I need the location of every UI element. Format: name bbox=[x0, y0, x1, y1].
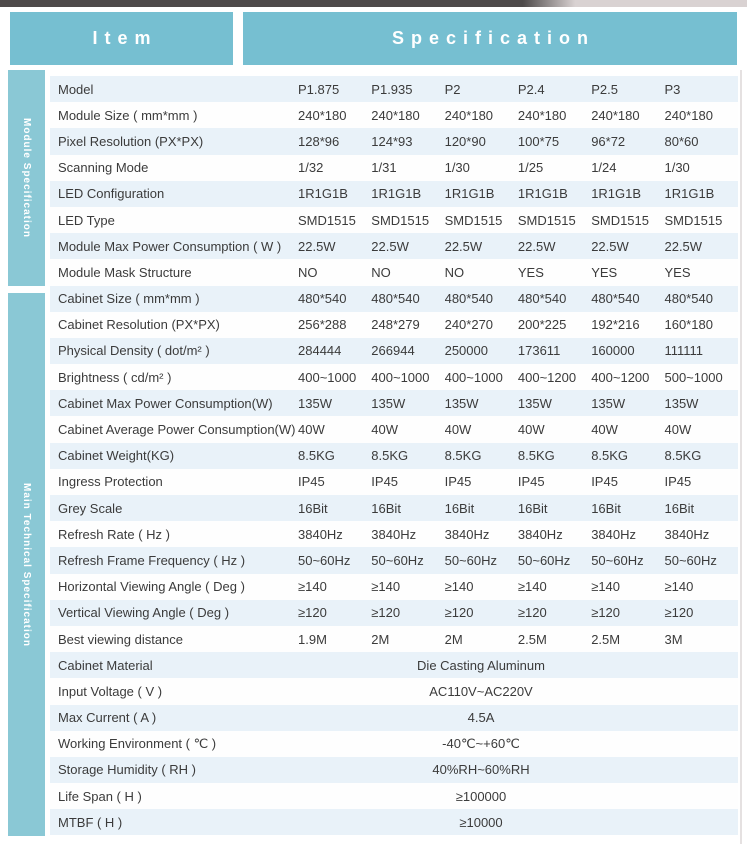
spec-cell: 400~1000 bbox=[444, 369, 503, 385]
spec-value-spanning: 40%RH~60%RH bbox=[432, 762, 530, 778]
spec-cell: 16Bit bbox=[444, 500, 475, 516]
spec-cell: 16Bit bbox=[591, 500, 621, 516]
row-label: Cabinet Resolution (PX*PX) bbox=[58, 317, 220, 333]
table-row bbox=[50, 338, 738, 364]
spec-cell: 480*540 bbox=[371, 291, 420, 307]
spec-cell: 1/24 bbox=[591, 160, 617, 176]
spec-cell: 8.5KG bbox=[371, 448, 409, 464]
spec-cell: 200*225 bbox=[517, 317, 567, 333]
item-column-header-label: Item bbox=[92, 28, 158, 48]
spec-cell: 400~1000 bbox=[298, 369, 357, 385]
spec-cell: 480*540 bbox=[664, 291, 713, 307]
spec-cell: 8.5KG bbox=[591, 448, 629, 464]
table-row bbox=[50, 547, 738, 573]
spec-cell: 480*540 bbox=[298, 291, 347, 307]
spec-cell: ≥140 bbox=[444, 579, 474, 595]
spec-cell: 160*180 bbox=[664, 317, 713, 333]
spec-cell: 16Bit bbox=[664, 500, 695, 516]
table-row-spanning bbox=[50, 678, 738, 704]
spec-cell: 2.5M bbox=[517, 631, 547, 647]
table-row bbox=[50, 574, 738, 600]
row-label: Cabinet Max Power Consumption(W) bbox=[58, 395, 273, 411]
row-label: Cabinet Material bbox=[58, 657, 153, 673]
spec-cell: 50~60Hz bbox=[298, 552, 351, 568]
spec-cell: ≥140 bbox=[371, 579, 401, 595]
spec-cell: 124*93 bbox=[371, 133, 413, 149]
table-row bbox=[50, 155, 738, 181]
spec-cell: IP45 bbox=[517, 474, 545, 490]
row-label: MTBF ( H ) bbox=[58, 814, 123, 830]
spec-cell: 240*180 bbox=[664, 107, 713, 123]
spec-cell: 192*216 bbox=[591, 317, 640, 333]
spec-cell: ≥120 bbox=[664, 605, 694, 621]
spec-cell: 266944 bbox=[371, 343, 415, 359]
row-label: Storage Humidity ( RH ) bbox=[58, 762, 196, 778]
spec-cell: 500~1000 bbox=[664, 369, 723, 385]
spec-cell: 2.5M bbox=[591, 631, 621, 647]
spec-cell: SMD1515 bbox=[371, 212, 430, 228]
table-row bbox=[50, 443, 738, 469]
table-row bbox=[50, 521, 738, 547]
spec-cell: SMD1515 bbox=[664, 212, 723, 228]
spec-cell: 135W bbox=[444, 395, 479, 411]
spec-cell: 22.5W bbox=[517, 238, 556, 254]
spec-cell: IP45 bbox=[591, 474, 618, 490]
spec-cell: 1/30 bbox=[444, 160, 470, 176]
table-row bbox=[50, 416, 738, 442]
spec-cell: ≥120 bbox=[591, 605, 621, 621]
sidebar-module-specification bbox=[8, 70, 45, 286]
table-row bbox=[50, 600, 738, 626]
model-cell: P2.4 bbox=[517, 81, 545, 97]
spec-cell: 1/30 bbox=[664, 160, 690, 176]
top-border-band bbox=[0, 0, 747, 7]
spec-cell: IP45 bbox=[298, 474, 325, 490]
row-label: Cabinet Weight(KG) bbox=[58, 448, 175, 464]
spec-cell: 1.9M bbox=[298, 631, 327, 647]
row-label: Horizontal Viewing Angle ( Deg ) bbox=[58, 579, 245, 595]
spec-cell: 8.5KG bbox=[664, 448, 702, 464]
spec-cell: SMD1515 bbox=[591, 212, 649, 228]
spec-cell: 160000 bbox=[591, 343, 635, 359]
spec-value-spanning: Die Casting Aluminum bbox=[417, 657, 545, 673]
row-label: Refresh Rate ( Hz ) bbox=[58, 526, 170, 542]
row-label: Vertical Viewing Angle ( Deg ) bbox=[58, 605, 230, 621]
spec-cell: 50~60Hz bbox=[444, 552, 497, 568]
spec-cell: 3840Hz bbox=[371, 526, 417, 542]
spec-cell: ≥140 bbox=[591, 579, 621, 595]
row-label: Working Environment ( ℃ ) bbox=[58, 735, 217, 751]
spec-cell: NO bbox=[371, 264, 391, 280]
spec-cell: 100*75 bbox=[517, 133, 560, 149]
spec-cell: ≥140 bbox=[664, 579, 694, 595]
row-label: Module Mask Structure bbox=[58, 264, 192, 280]
spec-cell: 135W bbox=[591, 395, 626, 411]
spec-cell: ≥120 bbox=[371, 605, 401, 621]
table-row-spanning bbox=[50, 757, 738, 783]
row-label: Best viewing distance bbox=[58, 631, 184, 647]
specification-column-header bbox=[243, 12, 737, 65]
row-label: LED Type bbox=[58, 212, 115, 228]
row-label: Input Voltage ( V ) bbox=[58, 683, 163, 699]
model-cell: P1.935 bbox=[371, 81, 413, 97]
spec-cell: 3M bbox=[664, 631, 683, 647]
spec-cell: NO bbox=[298, 264, 318, 280]
spec-cell: 240*180 bbox=[591, 107, 640, 123]
sidebar-module-specification-label: Module Specification bbox=[21, 117, 32, 238]
spec-cell: 240*270 bbox=[444, 317, 494, 333]
spec-cell: 22.5W bbox=[664, 238, 703, 254]
spec-cell: ≥120 bbox=[298, 605, 327, 621]
spec-cell: 40W bbox=[664, 422, 692, 438]
spec-cell: 50~60Hz bbox=[591, 552, 644, 568]
row-label: Module Size ( mm*mm ) bbox=[58, 107, 198, 123]
spec-cell: YES bbox=[591, 264, 618, 280]
spec-cell: 250000 bbox=[444, 343, 488, 359]
spec-cell: ≥120 bbox=[517, 605, 547, 621]
model-cell: P2 bbox=[444, 81, 461, 97]
spec-cell: 96*72 bbox=[591, 133, 626, 149]
spec-cell: 111111 bbox=[664, 343, 704, 359]
spec-cell: 50~60Hz bbox=[371, 552, 424, 568]
spec-cell: 8.5KG bbox=[444, 448, 482, 464]
spec-cell: 1R1G1B bbox=[371, 186, 422, 202]
spec-cell: YES bbox=[517, 264, 544, 280]
table-row bbox=[50, 626, 738, 652]
table-row-spanning bbox=[50, 731, 738, 757]
spec-cell: 240*180 bbox=[298, 107, 347, 123]
sidebar-main-technical-specification-label: Main Technical Specification bbox=[21, 482, 32, 647]
spec-cell: 400~1200 bbox=[591, 369, 650, 385]
specification-column-header-label: Specification bbox=[391, 28, 596, 48]
table-row-spanning bbox=[50, 783, 738, 809]
spec-value-spanning: -40℃~+60℃ bbox=[442, 735, 520, 751]
spec-cell: 1/32 bbox=[298, 160, 324, 176]
spec-cell: 120*90 bbox=[444, 133, 486, 149]
table-row bbox=[50, 390, 738, 416]
spec-cell: ≥120 bbox=[444, 605, 474, 621]
spec-cell: 40W bbox=[444, 422, 472, 438]
table-row bbox=[50, 207, 738, 233]
table-row bbox=[50, 259, 738, 285]
table-row-spanning bbox=[50, 809, 738, 835]
spec-cell: 16Bit bbox=[517, 500, 548, 516]
spec-cell: 240*180 bbox=[371, 107, 420, 123]
row-label: Refresh Frame Frequency ( Hz ) bbox=[58, 552, 246, 568]
model-cell: P3 bbox=[664, 81, 681, 97]
table-row bbox=[50, 286, 738, 312]
spec-cell: 128*96 bbox=[298, 133, 340, 149]
spec-cell: 16Bit bbox=[371, 500, 401, 516]
spec-cell: 40W bbox=[371, 422, 399, 438]
spec-cell: 22.5W bbox=[444, 238, 483, 254]
spec-cell: 8.5KG bbox=[298, 448, 335, 464]
model-cell: P1.875 bbox=[298, 81, 340, 97]
spec-cell: 50~60Hz bbox=[664, 552, 717, 568]
spec-cell: 40W bbox=[591, 422, 618, 438]
spec-cell: 400~1000 bbox=[371, 369, 430, 385]
spec-cell: 2M bbox=[444, 631, 463, 647]
spec-cell: 1/31 bbox=[371, 160, 397, 176]
spec-cell: 16Bit bbox=[298, 500, 328, 516]
spec-cell: 8.5KG bbox=[517, 448, 555, 464]
spec-cell: 2M bbox=[371, 631, 390, 647]
item-column-header bbox=[10, 12, 233, 65]
table-row-spanning bbox=[50, 652, 738, 678]
row-label: Cabinet Average Power Consumption(W) bbox=[58, 422, 296, 438]
spec-cell: 3840Hz bbox=[517, 526, 563, 542]
spec-cell: 3840Hz bbox=[591, 526, 636, 542]
spec-cell: 1R1G1B bbox=[517, 186, 568, 202]
table-row bbox=[50, 102, 738, 128]
spec-value-spanning: ≥10000 bbox=[459, 814, 503, 830]
table-row bbox=[50, 128, 738, 154]
spec-cell: 22.5W bbox=[591, 238, 629, 254]
row-label: Module Max Power Consumption ( W ) bbox=[58, 238, 282, 254]
spec-cell: YES bbox=[664, 264, 691, 280]
table-row-spanning bbox=[50, 705, 738, 731]
table-row bbox=[50, 364, 738, 390]
spec-cell: IP45 bbox=[664, 474, 692, 490]
spec-cell: 3840Hz bbox=[444, 526, 490, 542]
spec-cell: 256*288 bbox=[298, 317, 347, 333]
spec-cell: 1R1G1B bbox=[298, 186, 348, 202]
table-row bbox=[50, 233, 738, 259]
spec-cell: 40W bbox=[517, 422, 545, 438]
spec-cell: SMD1515 bbox=[444, 212, 503, 228]
spec-cell: 284444 bbox=[298, 343, 342, 359]
row-label: Model bbox=[58, 81, 94, 97]
spec-cell: 480*540 bbox=[517, 291, 567, 307]
spec-cell: 1R1G1B bbox=[664, 186, 715, 202]
spec-cell: 80*60 bbox=[664, 133, 699, 149]
spec-cell: 248*279 bbox=[371, 317, 420, 333]
spec-cell: 240*180 bbox=[444, 107, 494, 123]
spec-value-spanning: ≥100000 bbox=[455, 788, 507, 804]
spec-cell: 173611 bbox=[517, 343, 561, 359]
spec-cell: 135W bbox=[371, 395, 406, 411]
row-label: Pixel Resolution (PX*PX) bbox=[58, 133, 204, 149]
spec-cell: 400~1200 bbox=[517, 369, 577, 385]
row-label: Scanning Mode bbox=[58, 160, 149, 176]
row-label: LED Configuration bbox=[58, 186, 165, 202]
spec-cell: 135W bbox=[664, 395, 699, 411]
spec-cell: 480*540 bbox=[591, 291, 640, 307]
spec-cell: 50~60Hz bbox=[517, 552, 571, 568]
spec-cell: ≥140 bbox=[298, 579, 327, 595]
model-header-row bbox=[50, 76, 738, 102]
spec-cell: SMD1515 bbox=[517, 212, 576, 228]
spec-cell: NO bbox=[444, 264, 465, 280]
row-label: Cabinet Size ( mm*mm ) bbox=[58, 291, 200, 307]
table-row bbox=[50, 312, 738, 338]
row-label: Ingress Protection bbox=[58, 474, 163, 490]
spec-cell: IP45 bbox=[444, 474, 472, 490]
row-label: Life Span ( H ) bbox=[58, 788, 142, 804]
model-cell: P2.5 bbox=[591, 81, 618, 97]
spec-cell: 22.5W bbox=[298, 238, 336, 254]
spec-cell: IP45 bbox=[371, 474, 399, 490]
table-row bbox=[50, 469, 738, 495]
right-edge-divider bbox=[740, 70, 742, 844]
spec-cell: 135W bbox=[517, 395, 552, 411]
spec-cell: 1R1G1B bbox=[444, 186, 495, 202]
spec-value-spanning: AC110V~AC220V bbox=[429, 683, 533, 699]
sidebar-main-technical-specification bbox=[8, 293, 45, 836]
row-label: Physical Density ( dot/m² ) bbox=[58, 343, 210, 359]
row-label: Grey Scale bbox=[58, 500, 123, 516]
spec-cell: 3840Hz bbox=[298, 526, 343, 542]
specification-table bbox=[50, 76, 738, 835]
spec-cell: ≥140 bbox=[517, 579, 547, 595]
spec-cell: 1R1G1B bbox=[591, 186, 642, 202]
spec-value-spanning: 4.5A bbox=[467, 710, 495, 726]
spec-cell: 480*540 bbox=[444, 291, 494, 307]
spec-cell: 240*180 bbox=[517, 107, 567, 123]
spec-cell: 3840Hz bbox=[664, 526, 710, 542]
spec-cell: 1/25 bbox=[517, 160, 544, 176]
row-label: Max Current ( A ) bbox=[58, 710, 157, 726]
table-row bbox=[50, 181, 738, 207]
spec-cell: SMD1515 bbox=[298, 212, 356, 228]
table-row bbox=[50, 495, 738, 521]
spec-cell: 40W bbox=[298, 422, 325, 438]
spec-cell: 22.5W bbox=[371, 238, 409, 254]
spec-cell: 135W bbox=[298, 395, 332, 411]
row-label: Brightness ( cd/m² ) bbox=[58, 369, 172, 385]
